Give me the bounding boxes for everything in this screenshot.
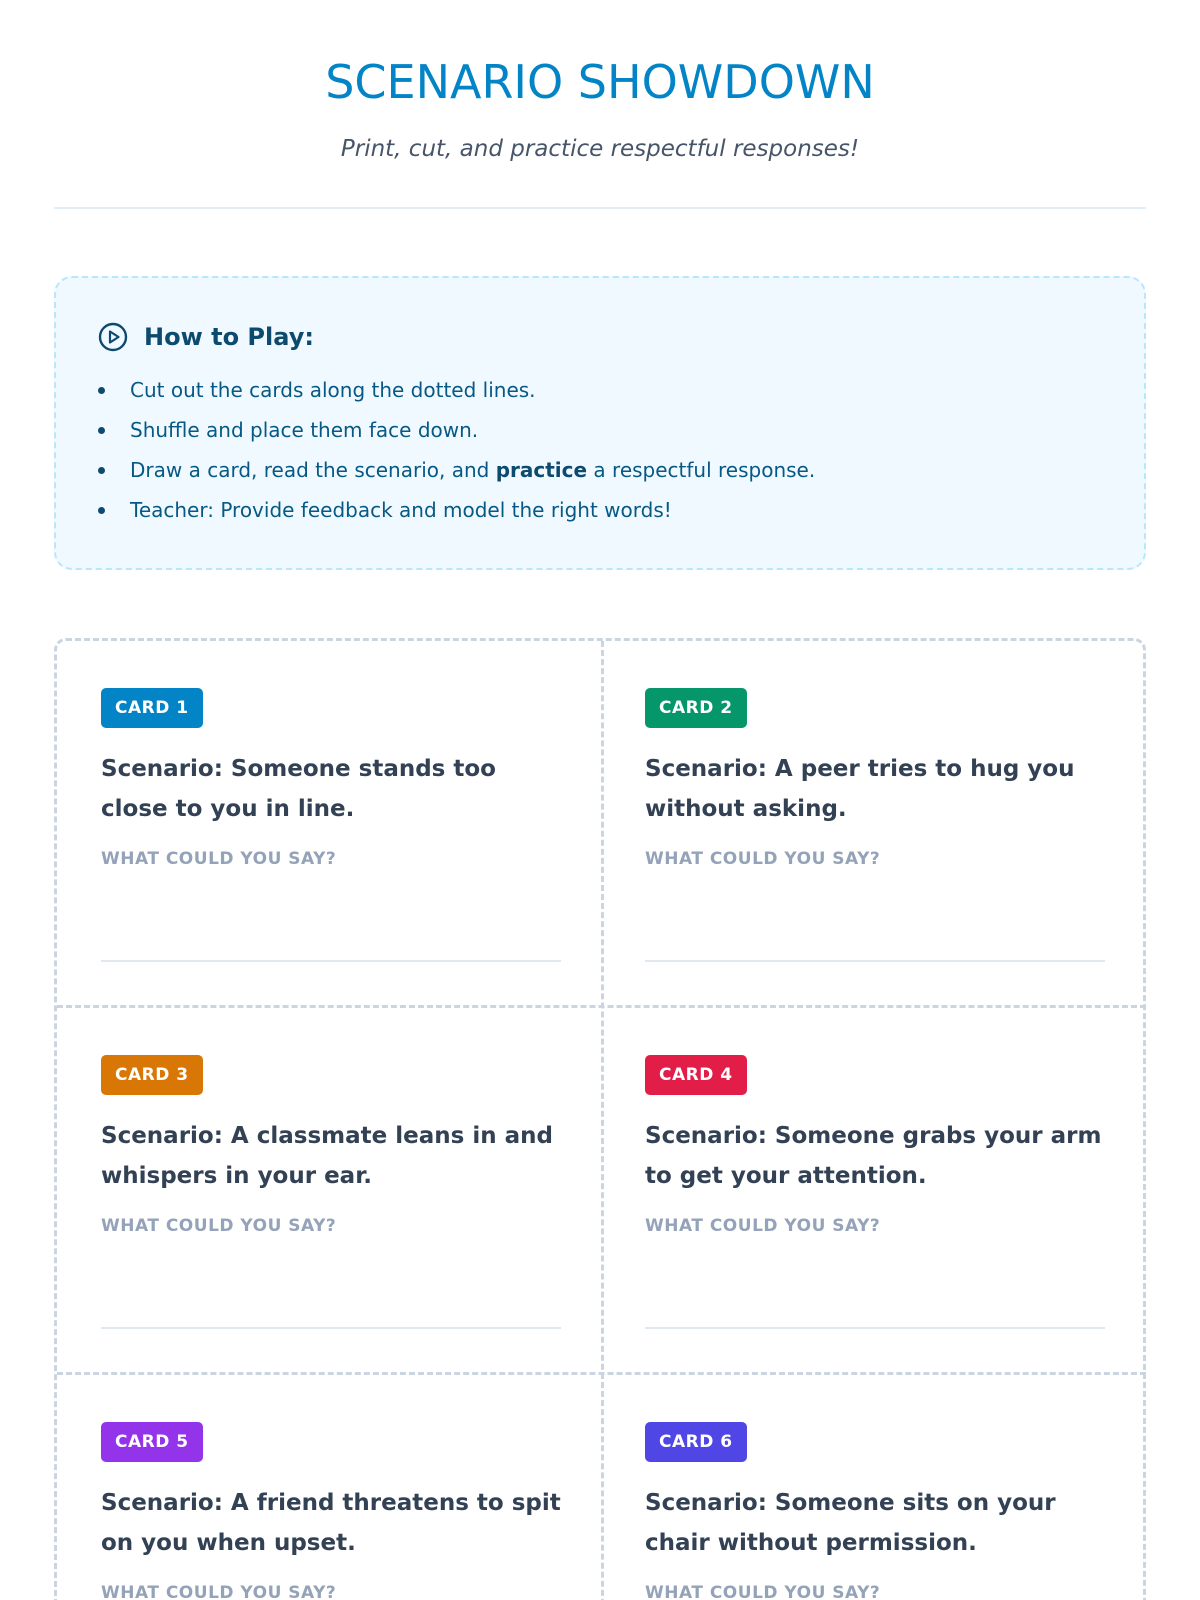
- scenario-card: [57, 1008, 601, 1375]
- card-scenario: Scenario: A friend threatens to spit on you when upset.: [101, 1490, 561, 1556]
- card-badge: CARD 4: [645, 1055, 747, 1095]
- card-badge: CARD 2: [645, 688, 747, 728]
- scenario-card: [57, 1375, 601, 1600]
- card-prompt: WHAT COULD YOU SAY?: [101, 1583, 337, 1600]
- step-item: [98, 450, 815, 490]
- step-item: Cut out the cards along the dotted lines.: [98, 370, 815, 410]
- how-to-play-heading: [98, 322, 314, 352]
- card-scenario: Scenario: Someone sits on your chair without permission.: [645, 1490, 1056, 1556]
- step-text: a respectful response.: [587, 458, 816, 482]
- scenario-card: [601, 1375, 1145, 1600]
- card-prompt: WHAT COULD YOU SAY?: [645, 849, 881, 869]
- header: [0, 0, 1200, 164]
- answer-line: [645, 1327, 1105, 1329]
- card-scenario: Scenario: A classmate leans in and whispers in your ear.: [101, 1123, 553, 1189]
- header-divider: [54, 207, 1146, 209]
- play-circle-icon: [98, 322, 128, 352]
- card-prompt: WHAT COULD YOU SAY?: [645, 1583, 881, 1600]
- how-to-play-list: [98, 370, 815, 530]
- card-scenario: Scenario: A peer tries to hug you without asking.: [645, 756, 1075, 822]
- step-text: Draw a card, read the scenario, and: [130, 458, 496, 482]
- card-scenario: Scenario: Someone grabs your arm to get your attention.: [645, 1123, 1102, 1189]
- step-emphasis: practice: [495, 458, 588, 482]
- scenario-card: [601, 1008, 1145, 1375]
- answer-line: [101, 960, 561, 962]
- card-prompt: WHAT COULD YOU SAY?: [101, 849, 337, 869]
- card-grid: [54, 638, 1146, 1600]
- card-badge: CARD 6: [645, 1422, 747, 1462]
- how-to-play-title: How to Play:: [144, 323, 314, 351]
- step-item: Shuffle and place them face down.: [98, 410, 815, 450]
- step-item: Teacher: Provide feedback and model the right words!: [98, 490, 815, 530]
- page-title: SCENARIO SHOWDOWN: [325, 55, 875, 109]
- card-badge: CARD 5: [101, 1422, 203, 1462]
- scenario-card: [601, 641, 1145, 1008]
- card-badge: CARD 1: [101, 688, 203, 728]
- card-prompt: WHAT COULD YOU SAY?: [645, 1216, 881, 1236]
- card-scenario: Scenario: Someone stands too close to you in line.: [101, 756, 496, 822]
- card-prompt: WHAT COULD YOU SAY?: [101, 1216, 337, 1236]
- scenario-card: [57, 641, 601, 1008]
- how-to-play-box: [54, 276, 1146, 570]
- answer-line: [101, 1327, 561, 1329]
- answer-line: [645, 960, 1105, 962]
- page-subtitle: Print, cut, and practice respectful responses!: [340, 136, 860, 162]
- card-badge: CARD 3: [101, 1055, 203, 1095]
